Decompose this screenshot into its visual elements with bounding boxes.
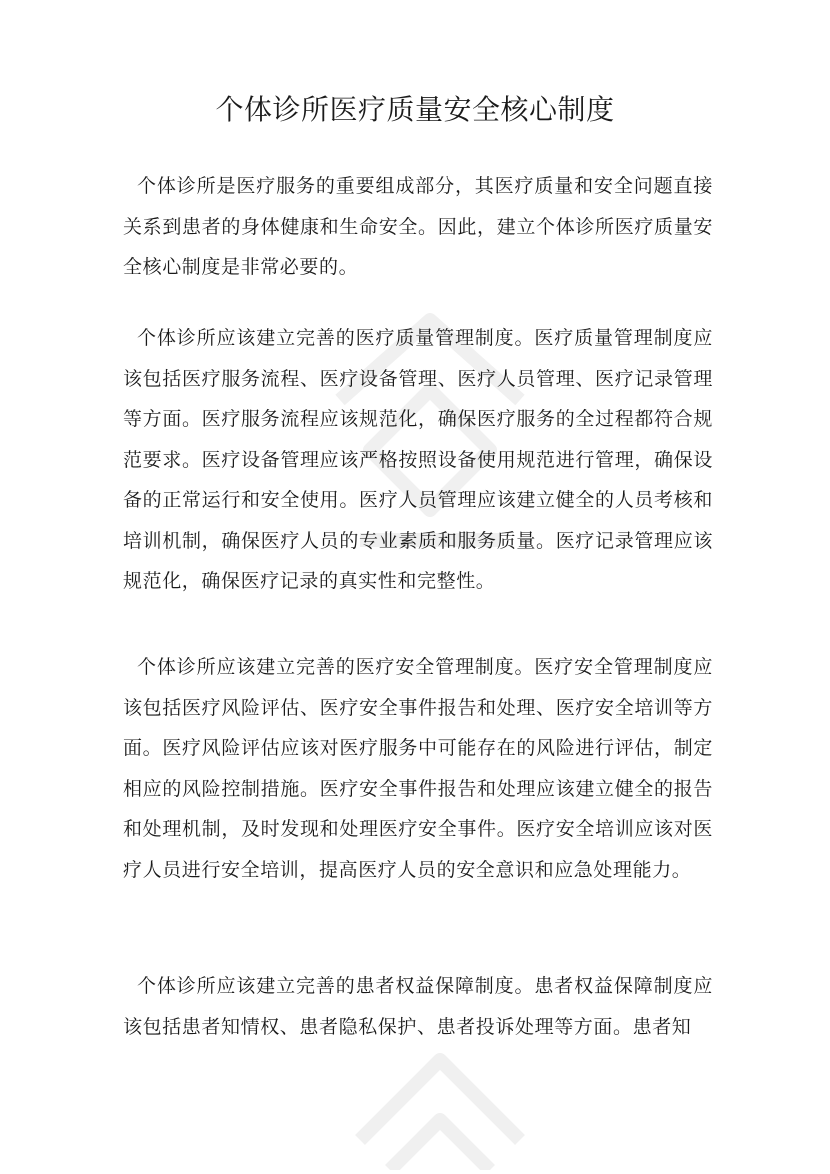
paragraph-intro: 个体诊所是医疗服务的重要组成部分，其医疗质量和安全问题直接关系到患者的身体健康和生命安全。因此，建立个体诊所医疗质量安全核心制度是非常必要的。	[123, 175, 713, 278]
paragraph-quality-management: 个体诊所应该建立完善的医疗质量管理制度。医疗质量管理制度应该包括医疗服务流程、医疗设备管理、医疗人员管理、医疗记录管理等方面。医疗服务流程应该规范化，确保医疗服务的全过程都符合规范要求。医疗设备管理应该严格按照设备使用规范进行管理，确保设备的正常运行和安全使用。医疗人员管理应该建立健全的人员考核和培训机制，确保医疗人员的专业素质和服务质量。医疗记录管理应该规范化，确保医疗记录的真实性和完整性。	[123, 327, 713, 592]
paragraph-safety-management: 个体诊所应该建立完善的医疗安全管理制度。医疗安全管理制度应该包括医疗风险评估、医疗安全事件报告和处理、医疗安全培训等方面。医疗风险评估应该对医疗服务中可能存在的风险进行评估，制定相应的风险控制措施。医疗安全事件报告和处理应该建立健全的报告和处理机制，及时发现和处理医疗安全事件。医疗安全培训应该对医疗人员进行安全培训，提高医疗人员的安全意识和应急处理能力。	[123, 656, 713, 881]
document-title: 个体诊所医疗质量安全核心制度	[215, 93, 615, 126]
paragraph-patient-rights: 个体诊所应该建立完善的患者权益保障制度。患者权益保障制度应该包括患者知情权、患者隐私保护、患者投诉处理等方面。患者知	[123, 975, 713, 1038]
